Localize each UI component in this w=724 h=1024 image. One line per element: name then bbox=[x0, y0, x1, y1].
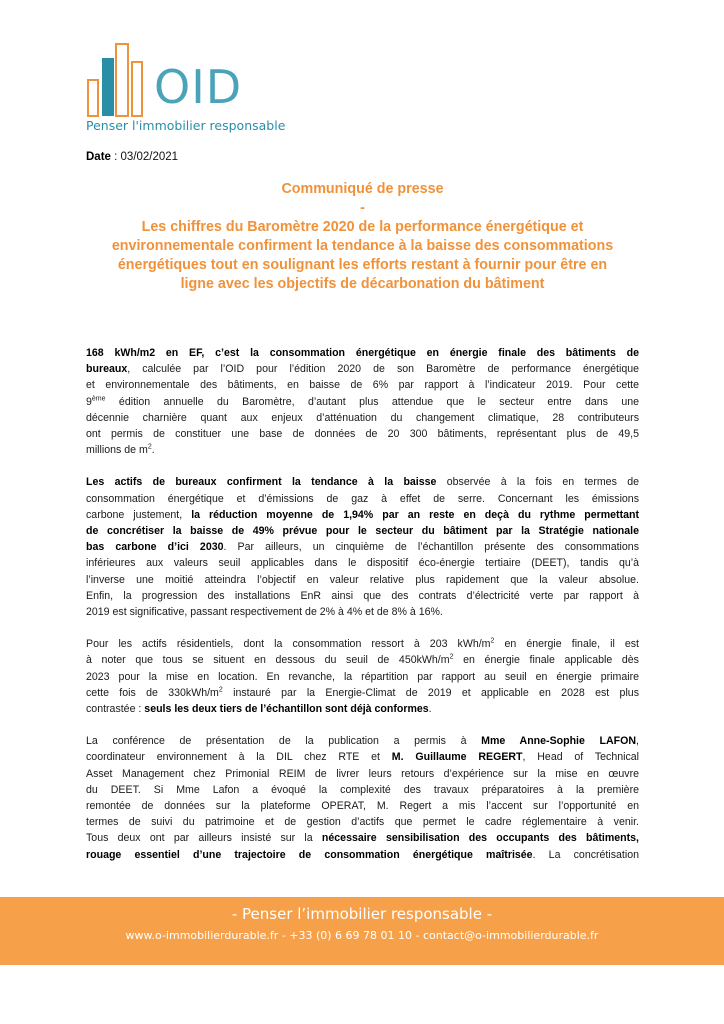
text: et environnementale des bâtiments, en baisse de 6% par rapport à l’indicateur 2019. Pour cette bbox=[86, 379, 639, 392]
oid-logo bbox=[86, 40, 286, 140]
text: carbone justement, bbox=[86, 508, 192, 521]
text: inférieures aux valeurs seuil applicables dans le dispositif éco-énergie tertiaire (DEET), tandis qu’à bbox=[86, 557, 639, 570]
superscript: 2 bbox=[490, 637, 495, 645]
paragraph-3 bbox=[86, 636, 639, 717]
bold-text: M. Guillaume REGERT bbox=[391, 751, 523, 764]
text: en énergie finale applicable dès bbox=[453, 654, 639, 667]
press-release-heading bbox=[86, 180, 639, 294]
logo-text: OID bbox=[154, 60, 243, 114]
text: . Par ailleurs, un cinquième de l’échantillon présente des consommations bbox=[223, 541, 639, 554]
text: 2023 pour la mise en location. En revanche, la répartition par rapport au seuil en énergie primaire bbox=[86, 670, 639, 683]
text: , bbox=[636, 735, 639, 748]
text: Enfin, la progression des installations EnR ainsi que des contrats d’électricité verte par rapport à bbox=[86, 589, 639, 602]
text: La conférence de présentation de la publication a permis à bbox=[86, 735, 482, 748]
bold-text: de concrétiser la baisse de 49% prévue pour le secteur du bâtiment par la Stratégie nationale bbox=[86, 525, 639, 538]
superscript: ème bbox=[91, 395, 106, 403]
text: consommation énergétique et d’émissions de gaz à effet de serre. Concernant les émissions bbox=[86, 492, 639, 505]
bold-text: 168 kWh/m2 en EF, c’est la consommation énergétique en énergie finale des bâtiments de bbox=[86, 347, 639, 359]
text: l’inverse une moitié atteindra l’objectif en valeur relative plus rapidement que la valeur absolue. bbox=[86, 573, 639, 586]
heading-line: - bbox=[360, 200, 365, 216]
text: édition annuelle du Baromètre, d’autant plus attendue que le secteur entre dans une bbox=[105, 395, 639, 408]
paragraph-4 bbox=[86, 733, 639, 863]
footer-contact: www.o-immobilierdurable.fr - +33 (0) 6 69 78 01 10 - contact@o-immobilierdurable.fr bbox=[125, 929, 599, 942]
text: en énergie finale, il est bbox=[494, 638, 639, 651]
heading-line: Communiqué de presse bbox=[281, 181, 444, 197]
text: , Head of Technical bbox=[522, 751, 639, 764]
date-value: : 03/02/2021 bbox=[110, 151, 179, 163]
text: cette fois de 330kWh/m bbox=[86, 686, 219, 699]
heading-line: environnementale confirment la tendance à la baisse des consommations bbox=[111, 238, 614, 254]
footer-tagline: - Penser l’immobilier responsable - bbox=[231, 905, 493, 923]
bold-text: la réduction moyenne de 1,94% par an reste en deçà du rythme permettant bbox=[191, 508, 639, 521]
text: . bbox=[428, 703, 432, 716]
bold-text: bureaux bbox=[86, 363, 128, 376]
text: du DEET. Si Mme Lafon a évoqué la complexité des travaux préparatoires à la première bbox=[86, 783, 639, 796]
heading-line: énergétiques tout en soulignant les efforts restant à fournir pour être en bbox=[117, 257, 608, 273]
heading-line: Les chiffres du Baromètre 2020 de la performance énergétique et bbox=[141, 219, 584, 235]
text: contrastée : bbox=[86, 703, 145, 716]
bold-text: nécessaire sensibilisation des occupants des bâtiments, bbox=[321, 832, 639, 845]
text: 2019 est significative, passant respectivement de 2% à 4% et de 8% à 16%. bbox=[86, 606, 443, 619]
text: , calculée par l’OID pour l’édition 2020 de son Baromètre de performance énergétique bbox=[127, 363, 639, 376]
text: décennie charnière quant aux enjeux d’atténuation du changement climatique, 28 contributeurs bbox=[86, 411, 639, 424]
body-text bbox=[86, 345, 639, 879]
bold-text: bas carbone d’ici 2030 bbox=[86, 541, 224, 554]
bold-text: Les actifs de bureaux confirment la tendance à la baisse bbox=[86, 476, 437, 489]
bold-text: rouage essentiel d’une trajectoire de consommation énergétique maîtrisée bbox=[86, 848, 533, 861]
building-icon bbox=[86, 40, 156, 118]
text: termes de suivi du patrimoine et de gestion d’actifs que permet le cadre réglementaire à venir. bbox=[86, 816, 639, 829]
paragraph-2 bbox=[86, 474, 639, 620]
text: instauré par la Energie-Climat de 2019 et applicable en 2028 est plus bbox=[222, 686, 639, 699]
text: millions de m bbox=[86, 444, 148, 457]
text: Pour les actifs résidentiels, dont la consommation ressort à 203 kWh/m bbox=[86, 638, 491, 651]
date-label: Date bbox=[86, 151, 111, 163]
superscript: 2 bbox=[147, 443, 152, 451]
text: observée à la fois en termes de bbox=[436, 476, 640, 489]
superscript: 2 bbox=[449, 653, 454, 661]
superscript: 2 bbox=[218, 686, 223, 694]
text: Tous deux ont par ailleurs insisté sur la bbox=[86, 832, 322, 845]
text: . La concrétisation bbox=[532, 848, 639, 861]
text: coordinateur environnement à la DIL chez RTE et bbox=[86, 751, 392, 764]
text: ont permis de constituer une base de données de 20 300 bâtiments, représentant plus de 49,5 bbox=[86, 428, 639, 441]
bold-text: Mme Anne-Sophie LAFON bbox=[481, 735, 637, 748]
paragraph-1 bbox=[86, 345, 639, 458]
bold-text: seuls les deux tiers de l’échantillon sont déjà conformes bbox=[144, 703, 429, 716]
text: remontée de données sur la plateforme OPERAT, M. Regert a mis l’accent sur l’opportunité en bbox=[86, 800, 639, 813]
logo-tagline: Penser l'immobilier responsable bbox=[86, 118, 286, 133]
text: Asset Management chez Primonial REIM de livrer leurs retours d’expérience sur la mise en œuvre bbox=[86, 767, 639, 780]
heading-line: ligne avec les objectifs de décarbonation du bâtiment bbox=[180, 276, 545, 292]
text: . bbox=[151, 444, 155, 457]
text: à noter que tous se situent en dessous du seuil de 450kWh/m bbox=[86, 654, 450, 667]
text: 9 bbox=[86, 395, 92, 408]
date-line bbox=[86, 151, 178, 163]
footer-banner bbox=[0, 897, 724, 965]
